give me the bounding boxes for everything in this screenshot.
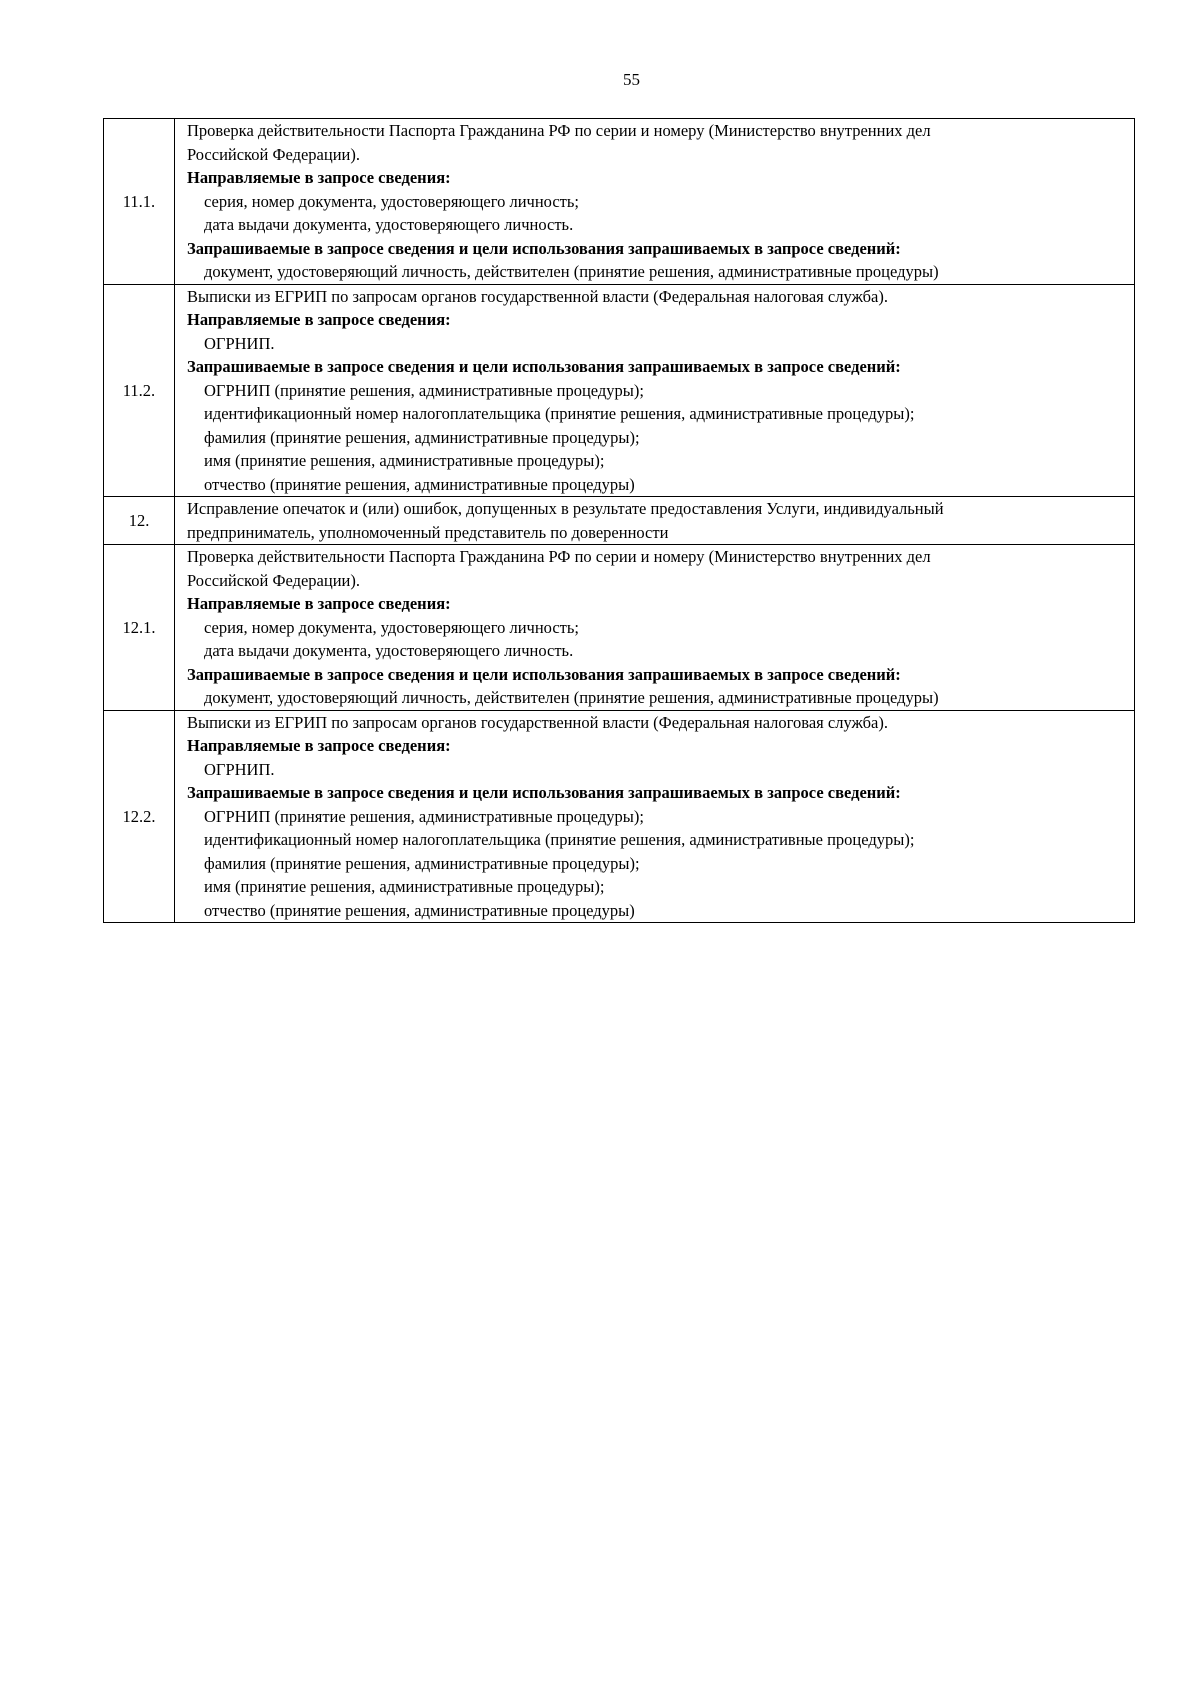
content-line: Российской Федерации). [187,144,360,164]
content-line: фамилия (принятие решения, административные процедуры); [204,427,640,447]
content-line: ОГРНИП. [204,759,275,779]
content-line: Проверка действительности Паспорта Гражданина РФ по серии и номеру (Министерство внутренних дел [187,547,931,566]
content-line: документ, удостоверяющий личность, действителен (принятие решения, административные процедуры) [204,262,939,281]
content-line: ОГРНИП (принятие решения, административные процедуры); [204,806,644,826]
table-body [104,119,1135,923]
content-line: отчество (принятие решения, административные процедуры) [204,474,635,494]
row-number: 12.2. [104,710,175,923]
section-heading: Направляемые в запросе сведения: [187,168,451,187]
content-line: Исправление опечаток и (или) ошибок, допущенных в результате предоставления Услуги, индивидуальный [187,499,944,518]
section-heading: Направляемые в запросе сведения: [187,736,451,755]
content-line: Российской Федерации). [187,570,360,590]
content-line: серия, номер документа, удостоверяющего личность; [204,191,579,211]
content-line: серия, номер документа, удостоверяющего личность; [204,617,579,637]
table-row [104,284,1135,497]
row-content [175,497,1135,545]
content-line: предприниматель, уполномоченный представитель по доверенности [187,522,669,542]
content-line: Выписки из ЕГРИП по запросам органов государственной власти (Федеральная налоговая служба). [187,712,888,732]
row-content [175,545,1135,711]
row-content [175,710,1135,923]
content-line: ОГРНИП. [204,333,275,353]
row-number: 11.2. [104,284,175,497]
content-line: имя (принятие решения, административные процедуры); [204,451,605,470]
row-number: 11.1. [104,119,175,285]
section-heading: Направляемые в запросе сведения: [187,310,451,329]
table-row [104,710,1135,923]
content-line: идентификационный номер налогоплательщика (принятие решения, административные процедуры); [204,830,915,849]
content-line: Выписки из ЕГРИП по запросам органов государственной власти (Федеральная налоговая служба). [187,286,888,306]
row-number: 12.1. [104,545,175,711]
content-line: дата выдачи документа, удостоверяющего личность. [204,215,574,234]
content-line: отчество (принятие решения, административные процедуры) [204,900,635,920]
section-heading: Запрашиваемые в запросе сведения и цели использования запрашиваемых в запросе сведений: [187,357,901,376]
table-row [104,497,1135,545]
row-content [175,284,1135,497]
section-heading: Направляемые в запросе сведения: [187,594,451,613]
content-line: ОГРНИП (принятие решения, административные процедуры); [204,380,644,400]
section-heading: Запрашиваемые в запросе сведения и цели использования запрашиваемых в запросе сведений: [187,783,901,802]
content-line: документ, удостоверяющий личность, действителен (принятие решения, административные процедуры) [204,688,939,707]
content-line: идентификационный номер налогоплательщика (принятие решения, административные процедуры); [204,404,915,423]
content-line: фамилия (принятие решения, административные процедуры); [204,853,640,873]
section-heading: Запрашиваемые в запросе сведения и цели использования запрашиваемых в запросе сведений: [187,238,901,258]
table-row [104,545,1135,711]
content-line: дата выдачи документа, удостоверяющего личность. [204,641,574,660]
page-number: 55 [623,70,640,89]
row-content [175,119,1135,285]
row-number: 12. [104,497,175,545]
document-table [103,118,1135,923]
table-row [104,119,1135,285]
section-heading: Запрашиваемые в запросе сведения и цели использования запрашиваемых в запросе сведений: [187,664,901,684]
content-line: Проверка действительности Паспорта Гражданина РФ по серии и номеру (Министерство внутренних дел [187,121,931,140]
content-line: имя (принятие решения, административные процедуры); [204,877,605,896]
